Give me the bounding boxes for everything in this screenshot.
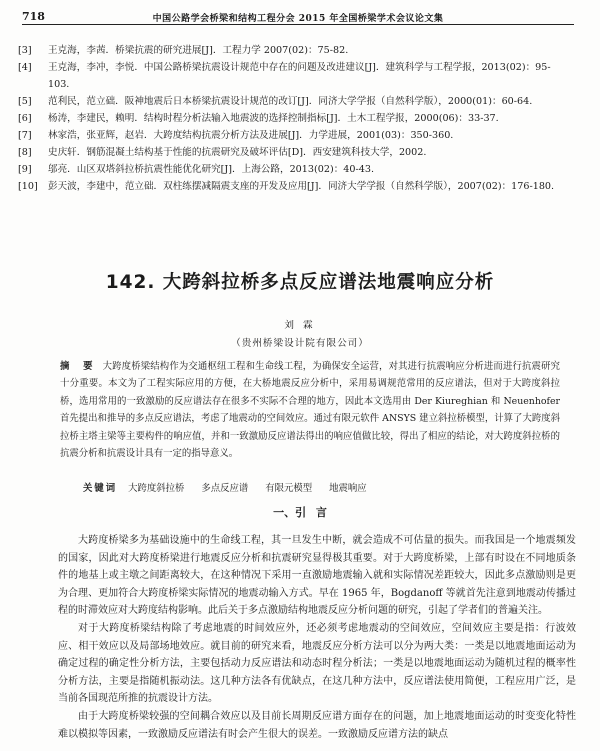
keyword: 地震响应: [329, 483, 367, 494]
reference-list: [18, 42, 570, 195]
reference-item: [8] 史庆轩．钢筋混凝土结构基于性能的抗震研究及破坏评估[D]．西安建筑科技大学，2002.: [48, 144, 570, 161]
body-paragraph: 大跨度桥梁多为基础设施中的生命线工程，其一旦发生中断，就会造成不可估量的损失。而我国是一个地震频发的国家，因此对大跨度桥梁进行地震反应分析和抗震研究显得极其重要。对于大跨度桥梁，上部有时设在不同地质条件的地基上或主墩之间距离较大，在这种情况下采用一直激励地震输入就和实际情况差距较大，因此多点激励则是更为合理、更加符合大跨度桥梁实际情况的地震动输入方式。早在 1965 年，Bogdanoff 等就首先注意到地震动传播过程的时滞效应对大跨度结构影响。此后关于多点激励结构地震反应分析问题的研究，引起了学者们的普遍关注。: [58, 535, 576, 617]
abstract: [60, 358, 560, 462]
keyword: 有限元模型: [265, 483, 313, 494]
article-author: 刘 霖: [284, 320, 316, 331]
keyword: 大跨度斜拉桥: [128, 483, 185, 494]
reference-text: 彭天波，李建中，范立础．双柱练摆减隔震支座的开发及应用[J]．同济大学学报（自然科学版），2007(02)：176-180.: [48, 181, 555, 192]
reference-item: [3] 王克海，李茜．桥梁抗震的研究进展[J]．工程力学 2007(02)：75-82.: [48, 42, 570, 59]
body-text: [58, 532, 576, 743]
page-number: 718: [22, 10, 45, 23]
reference-text: 范利民，范立础．阪神地震后日本桥梁抗震设计规范的改订[J]．同济大学学报（自然科学版），2000(01)：60-64.: [48, 96, 533, 107]
abstract-text: 大跨度桥梁结构作为交通枢纽工程和生命线工程，为确保安全运营，对其进行抗震响应分析进而进行抗震研究十分重要。本文为了工程实际应用的方便，在大桥地震反应分析中，采用易调规范常用的反应谱法，但对于大跨度斜拉桥，选用常用的一致激励的反应谱法存在很多不实际不合理的地方，因此本文选用由 Der Kiureghian 和 Neuenhofer 首先提出和推导的多点反应谱法，考虑了地震动的空间效应。通过有限元软件 ANSYS 建立斜拉桥模型，计算了大跨度斜拉桥主塔主梁等主要构件的响应值，并和一致激励反应谱法得出的响应值做比较，得出了相应的结论，对大跨度斜拉桥的抗震分析和抗震设计具有一定的指导意义。: [60, 361, 560, 460]
reference-item: [7] 林家浩，张亚辉，赵岩．大跨度结构抗震分析方法及进展[J]．力学进展，2001(03)：350-360.: [48, 127, 570, 144]
keywords: [83, 480, 560, 494]
reference-item: [5] 范利民，范立础．阪神地震后日本桥梁抗震设计规范的改订[J]．同济大学学报（自然科学版），2000(01)：60-64.: [48, 93, 570, 110]
reference-text: 王克海，李茜．桥梁抗震的研究进展[J]．工程力学 2007(02)：75-82.: [48, 45, 349, 56]
reference-text: 杨涛，李建民，赖明．结构时程分析法输入地震波的选择控制指标[J]．土木工程学报，2000(06)：33-37.: [48, 113, 499, 124]
page-header: [22, 6, 574, 25]
article-affiliation: （贵州桥梁设计院有限公司）: [231, 338, 369, 349]
reference-text: 林家浩，张亚辉，赵岩．大跨度结构抗震分析方法及进展[J]．力学进展，2001(03)：350-360.: [48, 130, 454, 141]
abstract-label: 摘 要: [60, 361, 95, 372]
reference-text: 邬亮．山区双塔斜拉桥抗震性能优化研究[J]．上海公路，2013(02)：40-43.: [48, 164, 374, 175]
reference-item: [10] 彭天波，李建中，范立础．双柱练摆减隔震支座的开发及应用[J]．同济大学学报（自然科学版），2007(02)：176-180.: [48, 178, 570, 195]
body-paragraph: 由于大跨度桥梁较强的空间耦合效应以及目前长周期反应谱方面存在的问题，加上地震地面运动的时变变化特性难以模拟等因素，一致激励反应谱法有时会产生很大的误差。一致激励反应谱方法的缺点: [58, 710, 576, 740]
reference-item: [4] 王克海，李冲，李悦．中国公路桥梁抗震设计规范中存在的问题及改进建议[J]．建筑科学与工程学报，2013(02)：95-103.: [48, 59, 570, 93]
reference-item: [9] 邬亮．山区双塔斜拉桥抗震性能优化研究[J]．上海公路，2013(02)：40-43.: [48, 161, 570, 178]
keyword: 多点反应谱: [201, 483, 249, 494]
running-title: 中国公路学会桥梁和结构工程分会 2015 年全国桥梁学术会议论文集: [152, 14, 444, 24]
body-paragraph: 对于大跨度桥梁结构除了考虑地震的时间效应外，还必须考虑地震动的空间效应，空间效应主要是指：行波效应、相干效应以及局部场地效应。就目前的研究来看，地震反应分析方法可以分为两大类：一类是以地震地面运动为确定过程的确定性分析方法，主要包括动力反应谱法和动态时程分析法；一类是以地震地面运动为随机过程的概率性分析方法，主要是指随机振动法。这几种方法各有优缺点，在这几种方法中，反应谱法使用简便，工程应用广泛，是当前各国现范所推的抗震设计方法。: [58, 622, 576, 705]
reference-text: 史庆轩．钢筋混凝土结构基于性能的抗震研究及破坏评估[D]．西安建筑科技大学，2002.: [48, 147, 427, 158]
section-heading: 一、引 言: [273, 506, 327, 519]
reference-item: [6] 杨涛，李建民，赖明．结构时程分析法输入地震波的选择控制指标[J]．土木工程学报，2000(06)：33-37.: [48, 110, 570, 127]
reference-text: 王克海，李冲，李悦．中国公路桥梁抗震设计规范中存在的问题及改进建议[J]．建筑科学与工程学报，2013(02)：95-103.: [48, 62, 551, 90]
keywords-label: 关键词: [83, 483, 118, 494]
article-title: 142. 大跨斜拉桥多点反应谱法地震响应分析: [105, 272, 495, 293]
